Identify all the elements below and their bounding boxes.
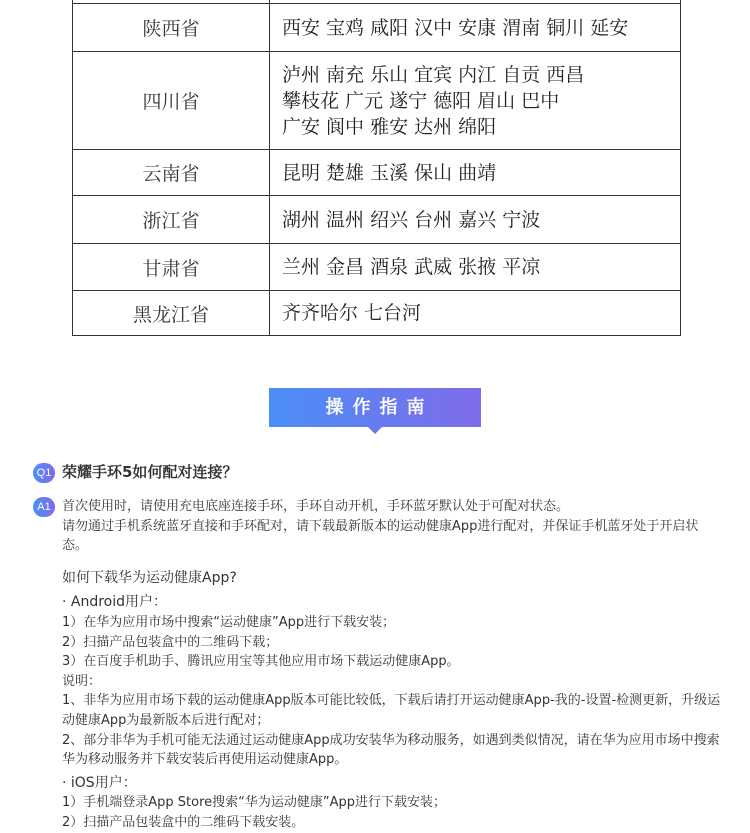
answer-body xyxy=(62,497,724,833)
note-title: 说明： xyxy=(62,673,102,689)
ios-step: 1）手机端登录App Store搜索“华为运动健康”App进行下载安装； xyxy=(62,795,447,811)
city-line: 昆明 楚雄 玉溪 保山 曲靖 xyxy=(282,161,497,184)
spacer xyxy=(62,556,724,569)
android-step: 3）在百度手机助手、腾讯应用宝等其他应用市场下载运动健康App。 xyxy=(62,654,460,670)
table-row xyxy=(73,4,681,52)
guide-banner xyxy=(269,388,481,427)
cities-cell xyxy=(270,150,681,196)
province-cell: 四川省 xyxy=(73,52,270,150)
province-cell: 甘肃省 xyxy=(73,244,270,291)
cities-cell xyxy=(270,4,681,52)
cities-cell xyxy=(270,291,681,336)
table-row xyxy=(73,244,681,291)
question-badge: Q1 xyxy=(33,463,55,483)
android-step: 1）在华为应用市场中搜索“运动健康”App进行下载安装； xyxy=(62,614,396,630)
city-line: 湖州 温州 绍兴 台州 嘉兴 宁波 xyxy=(282,208,541,231)
province-cell: 云南省 xyxy=(73,150,270,196)
city-line: 西安 宝鸡 咸阳 汉中 安康 渭南 铜川 延安 xyxy=(282,16,629,39)
city-line: 泸州 南充 乐山 宜宾 内江 自贡 西昌 xyxy=(282,63,585,86)
answer-paragraph: 首次使用时，请使用充电底座连接手环，手环自动开机，手环蓝牙默认处于可配对状态。 xyxy=(62,499,570,514)
question-row xyxy=(33,462,238,484)
table-row xyxy=(73,150,681,196)
province-cell: 陕西省 xyxy=(73,4,270,52)
city-line: 广安 阆中 雅安 达州 绵阳 xyxy=(282,115,497,138)
province-cell: 浙江省 xyxy=(73,196,270,244)
answer-badge: A1 xyxy=(33,497,55,517)
android-step: 2）扫描产品包装盒中的二维码下载； xyxy=(62,634,279,650)
city-line: 攀枝花 广元 遂宁 德阳 眉山 巴中 xyxy=(282,89,560,112)
ios-title: · iOS用户： xyxy=(62,774,137,791)
pointer-triangle-icon xyxy=(368,427,382,434)
answer-paragraph: 请勿通过手机系统蓝牙直接和手环配对，请下载最新版本的运动健康App进行配对，并保证手机蓝牙处于开启状态。 xyxy=(62,518,699,554)
question-text: 荣耀手环5如何配对连接？ xyxy=(62,463,238,481)
download-title: 如何下载华为运动健康App? xyxy=(62,569,237,586)
cities-cell xyxy=(270,196,681,244)
ios-step: 2）扫描产品包装盒中的二维码下载安装。 xyxy=(62,814,305,830)
table-row xyxy=(73,52,681,150)
note-item: 1、非华为应用市场下载的运动健康App版本可能比较低，下载后请打开运动健康App-我的-设置-检测更新，升级运动健康App为最新版本后进行配对； xyxy=(62,693,721,728)
android-title: · Android用户： xyxy=(62,594,168,611)
guide-title: 操作指南 xyxy=(325,397,434,418)
table-row xyxy=(73,291,681,336)
cities-cell xyxy=(270,244,681,291)
cities-cell xyxy=(270,52,681,150)
city-table xyxy=(72,0,681,336)
city-line: 齐齐哈尔 七台河 xyxy=(282,302,422,324)
note-item: 2、部分非华为手机可能无法通过运动健康App成功安装华为移动服务，如遇到类似情况，请在华为应用市场中搜索华为移动服务并下载安装后再使用运动健康App。 xyxy=(62,732,720,768)
table-row xyxy=(73,196,681,244)
province-cell: 黑龙江省 xyxy=(73,291,270,336)
city-line: 兰州 金昌 酒泉 武威 张掖 平凉 xyxy=(282,256,541,278)
